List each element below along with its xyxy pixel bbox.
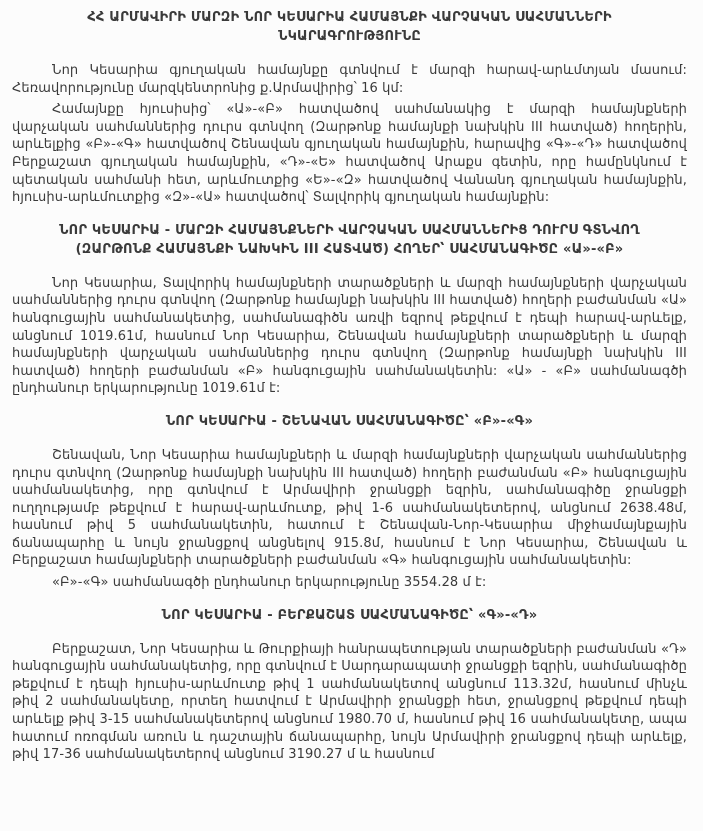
intro-paragraph-location: Նոր Կեսարիա գյուղական համայնքը գտնվում է մարզի հարավ-արևմտյան մասում: Հեռավորությունը մարզկենտրոնից ք.Արմավիրից՝ 16 կմ: [12, 63, 687, 96]
section-g-d-paragraph: Բերքաշատ, Նոր Կեսարիա և Թուրքիայի հանրապետության տարածքների բաժանման «Դ» հանգուցային սահմանակետից, որը գտնվում է Սարդարապատի ջրանցքի եզրին, սահմանագիծը թեքվում է դեպի հյուսիս-արևմուտք թիվ 1 սահմանակետով անցնում 113.32մ, հասնում մինչև թիվ 2 սահմանակետը, որտեղ հատվում է Արմավիրի ջրանցքի հետ, ջրանցքով թեքվում դեպի արևելք թիվ 3-15 սահմանակետերով անցնում 1980.70 մ, հասնում թիվ 16 սահմանակետը, ապա հատում ոռոգման առուն և դաշտային ճանապարհը, նույն Արմավիրի ջրանցքով դեպի արևելք, թիվ 17-36 սահմանակետերով անցնում 3190.27 մ և հասնում [12, 641, 687, 763]
document-title: ՀՀ ԱՐՄԱՎԻՐԻ ՄԱՐԶԻ ՆՈՐ ԿԵՍԱՐԻԱ ՀԱՄԱՅՆՔԻ ՎԱՐՉԱԿԱՆ ՍԱՀՄԱՆՆԵՐԻ ՆԿԱՐԱԳՐՈՒԹՅՈՒՆԸ [87, 10, 612, 44]
section-heading-g-d: ՆՈՐ ԿԵՍԱՐԻԱ - ԲԵՐՔԱՇԱՏ ՍԱՀՄԱՆԱԳԻԾԸ՝ «Գ»-«Դ» [161, 607, 538, 623]
section-heading-b-g: ՆՈՐ ԿԵՍԱՐԻԱ - ՇԵՆԱՎԱՆ ՍԱՀՄԱՆԱԳԻԾԸ՝ «Բ»-«Գ» [165, 413, 534, 429]
intro-paragraph-neighbors: Համայնքը հյուսիսից՝ «Ա»-«Բ» հատվածով սահմանակից է մարզի համայնքների վարչական սահմաններից դուրս գտնվող (Զարթոնք համայնքի նախկին III հատված) հողերին, արևելքից «Բ»-«Գ» հատվածով Շենավան գյուղական համայնքին, հարավից «Գ»-«Դ» հատվածով Բերքաշատ գյուղական համայնքին, «Դ»-«Ե» հատվածով Արաքս գետին, որը համընկնում է պետական սահմանի հետ, արևմուտքից «Ե»-«Զ» հատվածով Վանանդ գյուղական համայնքին, հյուսիս-արևմուտքից «Զ»-«Ա» հատվածով՝ Տալվորիկ գյուղական համայնքին: [12, 102, 687, 206]
section-b-g-paragraph: Շենավան, Նոր Կեսարիա համայնքների և մարզի համայնքների վարչական սահմաններից դուրս գտնվող (Զարթոնք համայնքի նախկին III հատված) հողերի բաժանման «Բ» հանգուցային սահմանակետից, որը գտնվում է Արմավիրի ջրանցքի եզրին, սահմանագիծը ջրանցքի ուղղությամբ թեքվում է հարավ-արևմուտք, թիվ 1-6 սահմանակետերով, անցնում 2638.48մ, հասնում թիվ 5 սահմանակետին, հատում է Շենավան-Նոր-Կեսարիա միջհամայնքային ճանապարհը և նույն ջրանցքով անցնելով 915.8մ, հասնում է Նոր Կեսարիա, Շենավան և Բերքաշատ համայնքների տարածքների բաժանման «Գ» հանգուցային սահմանակետին: [12, 447, 687, 569]
section-heading-a-b: ՆՈՐ ԿԵՍԱՐԻԱ - ՄԱՐԶԻ ՀԱՄԱՅՆՔՆԵՐԻ ՎԱՐՉԱԿԱՆ ՍԱՀՄԱՆՆԵՐԻՑ ԴՈՒՐՍ ԳՏՆՎՈՂ (ԶԱՐԹՈՆՔ ՀԱՄԱՅՆՔԻ ՆԱԽԿԻՆ III ՀԱՏՎԱԾ) ՀՈՂԵՐ՝ ՍԱՀՄԱՆԱԳԻԾԸ «Ա»-«Բ» [59, 222, 640, 257]
section-a-b-paragraph: Նոր Կեսարիա, Տալվորիկ համայնքների տարածքների և մարզի համայնքների վարչական սահմաններից դուրս գտնվող (Զարթոնք համայնքի նախկին III հատված) հողերի բաժանման «Ա» հանգուցային սահմանակետից, սահմանագիծն առվի եզրով թեքվում է դեպի հարավ-արևելք, անցնում 1019.61մ, հասնում Նոր Կեսարիա, Շենավան համայնքների տարածքների և մարզի համայնքների վարչական սահմաններից դուրս գտնվող (Զարթոնք համայնքի նախկին III հատված) հողերի բաժանման «Բ» հանգուցային սահմանակետին: «Ա» - «Բ» սահմանագծի ընդհանուր երկարությունը 1019.61մ է: [12, 275, 687, 397]
section-b-g-total-length: «Բ»-«Գ» սահմանագծի ընդհանուր երկարությունը 3554.28 մ է: [52, 575, 487, 591]
